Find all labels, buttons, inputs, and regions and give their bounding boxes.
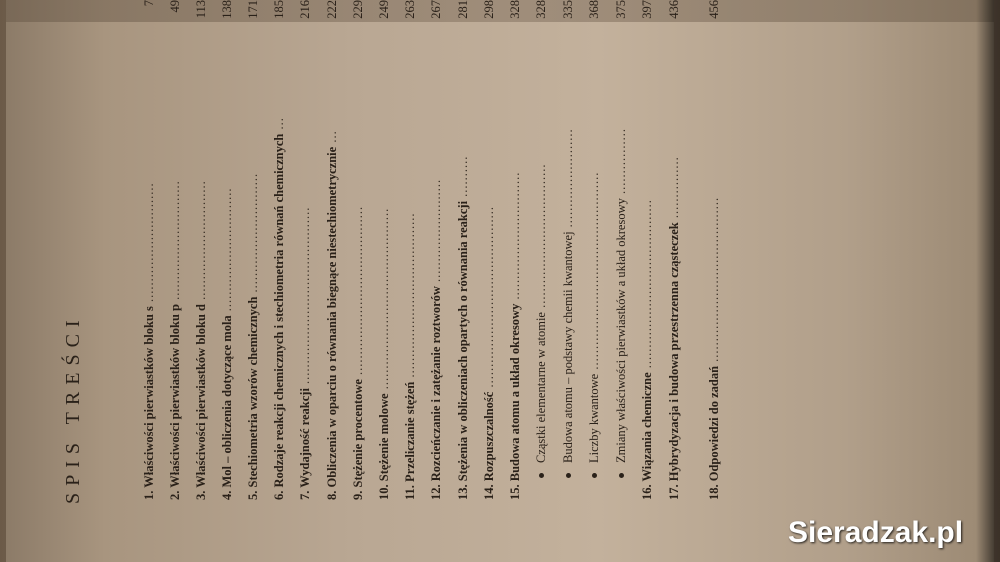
toc-item-label: 4. Mol – obliczenia dotyczące mola bbox=[220, 315, 234, 500]
toc-item-label: 3. Właściwości pierwiastków bloku d bbox=[194, 304, 208, 500]
toc-item-label: 10. Stężenie molowe bbox=[377, 393, 391, 500]
toc-page-number: 185 bbox=[272, 0, 286, 19]
toc-item-label: 18. Odpowiedzi do zadań bbox=[707, 365, 721, 500]
toc-item bbox=[246, 0, 262, 500]
toc-item-label: 13. Stężenia w obliczeniach opartych o równania reakcji bbox=[456, 200, 470, 500]
bullet-icon bbox=[566, 473, 571, 478]
toc-item-label: 8. Obliczenia w oparciu o równania biegnące niestechiometrycznie bbox=[325, 146, 339, 500]
toc-page-number: 281 bbox=[456, 0, 470, 19]
toc-leader-dots: .............................. bbox=[220, 187, 234, 316]
toc-item-label: 9. Stężenie procentowe bbox=[351, 379, 365, 500]
toc-page-number: 375 bbox=[614, 0, 628, 19]
toc-item-label: 7. Wydajność reakcji bbox=[298, 388, 312, 500]
toc-subitem bbox=[534, 0, 550, 478]
toc-item bbox=[429, 0, 445, 500]
toc-page-number: 171 bbox=[246, 0, 260, 19]
toc-leader-dots: ............... bbox=[667, 156, 681, 223]
toc-leader-dots: ......................................... bbox=[640, 199, 654, 373]
toc-page-number: 397 bbox=[640, 0, 654, 19]
toc-page-number: 222 bbox=[325, 0, 339, 19]
toc-item bbox=[168, 0, 184, 500]
bullet-icon bbox=[539, 473, 544, 478]
toc-item-label: 2. Właściwości pierwiastków bloku p bbox=[168, 304, 182, 500]
toc-subitem bbox=[614, 0, 630, 478]
toc-item bbox=[377, 0, 393, 500]
toc-item-label: Zmiany właściwości pierwiastków a układ okresowy bbox=[614, 198, 628, 463]
toc-page-number: 249 bbox=[377, 0, 391, 19]
toc-item bbox=[403, 0, 419, 500]
toc-leader-dots: ................ bbox=[614, 128, 628, 199]
toc-item bbox=[667, 0, 683, 500]
toc-leader-dots: ......................... bbox=[429, 178, 443, 287]
toc-item-label: 12. Rozcieńczanie i zatężanie roztworów bbox=[429, 286, 443, 500]
toc-page-number: 335 bbox=[561, 0, 575, 19]
toc-item bbox=[482, 0, 498, 500]
toc-page-number: 328 bbox=[508, 0, 522, 19]
toc-item bbox=[220, 0, 236, 500]
toc-leader-dots: ... bbox=[272, 117, 286, 134]
toc-page-number: 113 bbox=[194, 0, 208, 19]
toc-leader-dots: ........................................ bbox=[403, 212, 417, 382]
toc-leader-dots: ........................................... bbox=[298, 206, 312, 389]
toc-page-number: 368 bbox=[587, 0, 601, 19]
watermark: Sieradzak.pl bbox=[788, 516, 964, 549]
toc-page-number: 216 bbox=[298, 0, 312, 19]
toc-leader-dots: ........................ bbox=[561, 128, 575, 232]
toc-page-number: 49 bbox=[168, 0, 182, 13]
toc-page-number: 456 bbox=[707, 0, 721, 19]
toc-item bbox=[351, 0, 367, 500]
toc-leader-dots: ............................................ bbox=[377, 207, 391, 394]
toc-item bbox=[142, 0, 158, 500]
toc-page-number: 229 bbox=[351, 0, 365, 19]
toc-leader-dots: ............................. bbox=[142, 182, 156, 307]
toc-item bbox=[456, 0, 472, 500]
toc-item-label: Cząstki elementarne w atomie bbox=[534, 312, 548, 463]
toc-item bbox=[508, 0, 524, 500]
toc-leader-dots: ................................................ bbox=[587, 171, 601, 374]
toc-item bbox=[707, 0, 723, 500]
toc-leader-dots: ............................. bbox=[168, 180, 182, 305]
toc-item-label: 17. Hybrydyzacja i budowa przestrzenna cząsteczek bbox=[667, 222, 681, 500]
toc-page-number: 267 bbox=[429, 0, 443, 19]
toc-leader-dots: ........................................ bbox=[707, 196, 721, 366]
toc-leader-dots: ............................... bbox=[508, 171, 522, 304]
toc-leader-dots: ............................. bbox=[194, 180, 208, 305]
toc-subitem bbox=[561, 0, 577, 478]
toc-leader-dots: ......................................... bbox=[351, 205, 365, 380]
toc-page-number: 436 bbox=[667, 0, 681, 19]
toc-leader-dots: ... bbox=[325, 130, 339, 147]
toc-leader-dots: ................................... bbox=[534, 163, 548, 313]
toc-item-label: 1. Właściwości pierwiastków bloku s bbox=[142, 306, 156, 500]
toc-item-label: 5. Stechiometria wzorów chemicznych bbox=[246, 296, 260, 500]
toc-item-label: 6. Rodzaje reakcji chemicznych i stechiometria równań chemicznych bbox=[272, 133, 286, 500]
toc-item-label: 15. Budowa atomu a układ okresowy bbox=[508, 303, 522, 500]
toc-item-label: 11. Przeliczanie stężeń bbox=[403, 381, 417, 500]
toc-page-number: 328 bbox=[534, 0, 548, 19]
bullet-icon bbox=[592, 473, 597, 478]
toc-item bbox=[272, 0, 288, 500]
toc-item bbox=[194, 0, 210, 500]
toc-page-number: 7 bbox=[142, 0, 156, 7]
toc-item-label: 16. Wiązania chemiczne bbox=[640, 372, 654, 500]
toc-item bbox=[325, 0, 341, 500]
toc-item-label: Liczby kwantowe bbox=[587, 373, 601, 463]
toc-leader-dots: ............................................ bbox=[482, 206, 496, 392]
toc-page-number: 298 bbox=[482, 0, 496, 19]
toc-item bbox=[640, 0, 656, 500]
toc-subitem bbox=[587, 0, 603, 478]
toc-page-number: 138 bbox=[220, 0, 234, 19]
toc-page-number: 263 bbox=[403, 0, 417, 19]
toc-item-label: Budowa atomu – podstawy chemii kwantowej bbox=[561, 231, 575, 463]
page-title: SPIS TREŚCI bbox=[62, 313, 84, 504]
toc-leader-dots: .......... bbox=[456, 155, 470, 201]
bullet-icon bbox=[619, 473, 624, 478]
toc-item bbox=[298, 0, 314, 500]
toc-item-label: 14. Rozpuszczalność bbox=[482, 391, 496, 500]
toc-leader-dots: ............................. bbox=[246, 172, 260, 297]
